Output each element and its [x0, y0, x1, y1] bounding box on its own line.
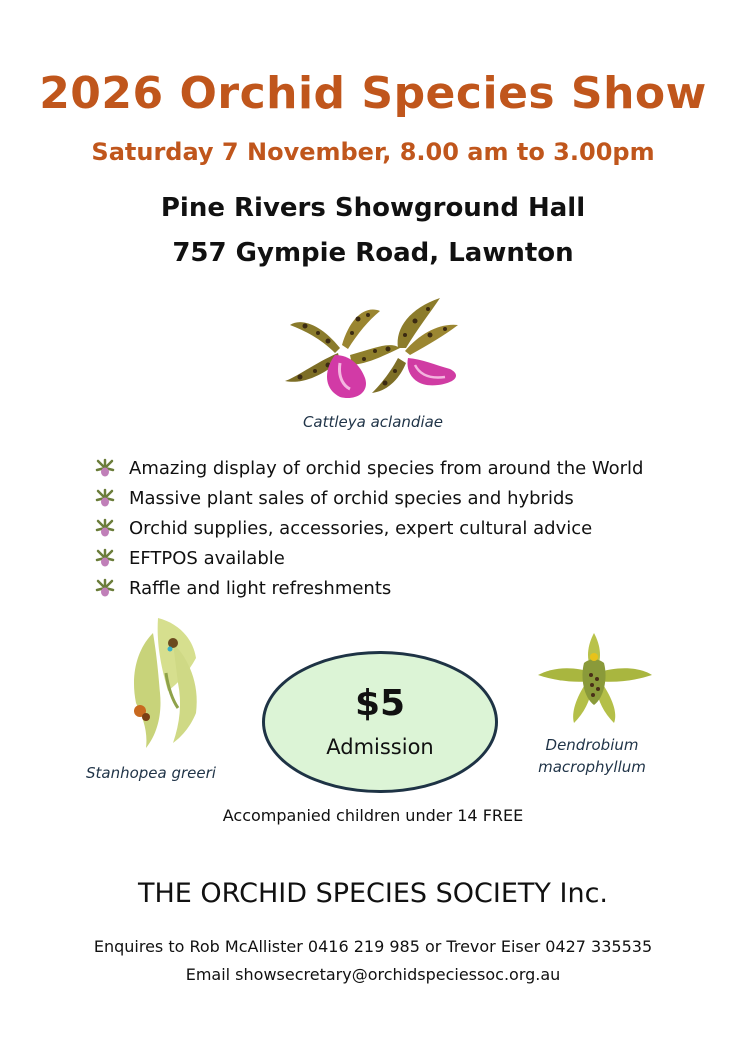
venue-address: 757 Gympie Road, Lawnton	[172, 238, 574, 268]
list-item	[95, 513, 695, 543]
stanhopea-caption: Stanhopea greeri	[86, 764, 216, 782]
enquiries-text: Enquires to Rob McAllister 0416 219 985 or Trevor Eiser 0427 335535	[93, 937, 653, 956]
feature-text: Massive plant sales of orchid species and hybrids	[129, 487, 574, 509]
stanhopea-orchid-image	[118, 613, 213, 753]
admission-label: Admission	[326, 735, 434, 759]
society-name: THE ORCHID SPECIES SOCIETY Inc.	[137, 878, 608, 909]
feature-text: Raffle and light refreshments	[129, 577, 392, 599]
feature-list	[95, 453, 695, 603]
orchid-bullet-icon	[95, 548, 115, 568]
list-item	[95, 543, 695, 573]
feature-text: EFTPOS available	[129, 547, 285, 569]
email-text: Email showsecretary@orchidspeciessoc.org.au	[185, 965, 561, 984]
cattleya-caption: Cattleya aclandiae	[302, 413, 444, 431]
event-date-time: Saturday 7 November, 8.00 am to 3.00pm	[91, 138, 655, 166]
orchid-bullet-icon	[95, 458, 115, 478]
orchid-bullet-icon	[95, 488, 115, 508]
dendrobium-caption-line1: Dendrobium	[545, 736, 639, 754]
list-item	[95, 483, 695, 513]
dendrobium-orchid-image	[536, 623, 654, 728]
venue-name: Pine Rivers Showground Hall	[160, 193, 586, 223]
list-item	[95, 573, 695, 603]
admission-price: $5	[354, 683, 406, 724]
orchid-bullet-icon	[95, 518, 115, 538]
list-item	[95, 453, 695, 483]
orchid-bullet-icon	[95, 578, 115, 598]
feature-text: Orchid supplies, accessories, expert cultural advice	[129, 517, 593, 539]
feature-text: Amazing display of orchid species from around the World	[129, 457, 644, 479]
cattleya-orchid-image	[280, 293, 465, 403]
children-note: Accompanied children under 14 FREE	[222, 806, 524, 825]
dendrobium-caption-line2: macrophyllum	[538, 758, 646, 776]
page-title: 2026 Orchid Species Show	[39, 68, 707, 119]
